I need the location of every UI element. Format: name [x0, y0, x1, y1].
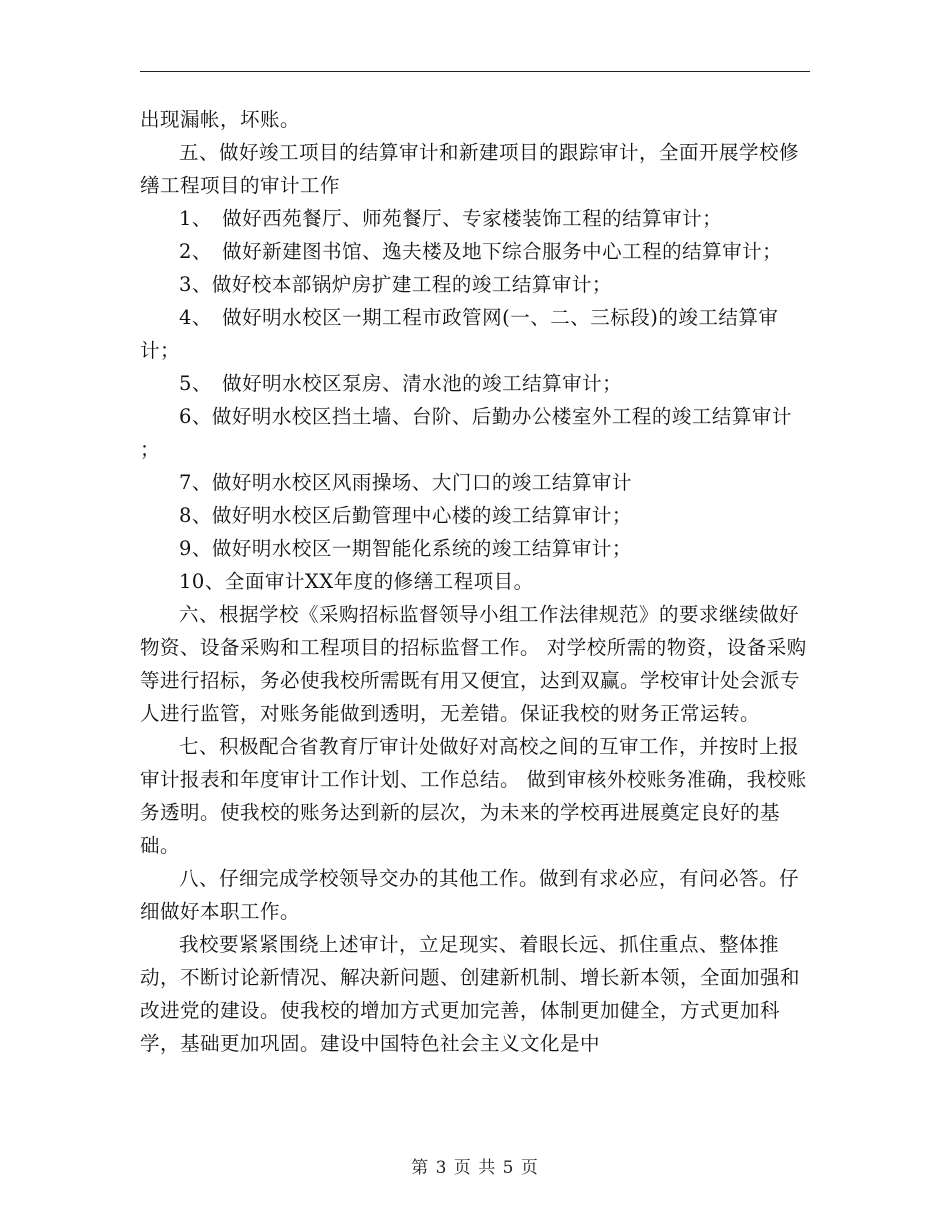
page-number: 第 3 页 共 5 页 [411, 1158, 539, 1178]
paragraph-section-5: 五、做好竣工项目的结算审计和新建项目的跟踪审计，全面开展学校修缮工程项目的审计工作 [140, 141, 800, 197]
paragraph-summary: 我校要紧紧围绕上述审计，立足现实、着眼长远、抓住重点、整体推动，不断讨论新情况、解决新问题、创建新机制、增长新本领，全面加强和改进党的建设。使我校的增加方式更加完善，体制更加健全，方式更加科学，基础更加巩固。建设中国特色社会主义文化是中 [140, 933, 801, 1055]
list-item-2: 2、 做好新建图书馆、逸夫楼及地下综合服务中心工程的结算审计； [179, 240, 783, 263]
header-rule [140, 71, 810, 72]
list-item-9: 9、做好明水校区一期智能化系统的竣工结算审计； [179, 537, 632, 560]
list-item-5: 5、 做好明水校区泵房、清水池的竣工结算审计； [179, 372, 623, 395]
paragraph-continuation: 出现漏帐，坏账。 [140, 108, 301, 131]
list-item-4: 4、 做好明水校区一期工程市政管网(一、二、三标段)的竣工结算审计； [140, 306, 779, 362]
list-item-10: 10、全面审计XX年度的修缮工程项目。 [179, 570, 534, 593]
paragraph-section-8: 八、仔细完成学校领导交办的其他工作。做到有求必应，有问必答。仔细做好本职工作。 [140, 867, 800, 923]
list-item-8: 8、做好明水校区后勤管理中心楼的竣工结算审计； [179, 504, 632, 527]
list-item-6: 6、做好明水校区挡土墙、台阶、后勤办公楼室外工程的竣工结算审计 ； [140, 405, 792, 461]
list-item-1: 1、 做好西苑餐厅、师苑餐厅、专家楼装饰工程的结算审计； [179, 207, 723, 230]
list-item-7: 7、做好明水校区风雨操场、大门口的竣工结算审计 [179, 471, 632, 494]
document-body [140, 103, 815, 1060]
paragraph-section-7: 七、积极配合省教育厅审计处做好对高校之间的互审工作，并按时上报审计报表和年度审计工作计划、工作总结。 做到审核外校账务准确，我校账务透明。使我校的账务达到新的层次，为未来的学校再进展奠定良好的基础。 [140, 735, 807, 857]
paragraph-section-6: 六、根据学校《采购招标监督领导小组工作法律规范》的要求继续做好物资、设备采购和工程项目的招标监督工作。 对学校所需的物资，设备采购等进行招标，务必使我校所需既有用又便宜，达到双赢。学校审计处会派专人进行监管，对账务能做到透明，无差错。保证我校的财务正常运转。 [140, 603, 807, 725]
list-item-3: 3、做好校本部锅炉房扩建工程的竣工结算审计； [179, 273, 612, 296]
